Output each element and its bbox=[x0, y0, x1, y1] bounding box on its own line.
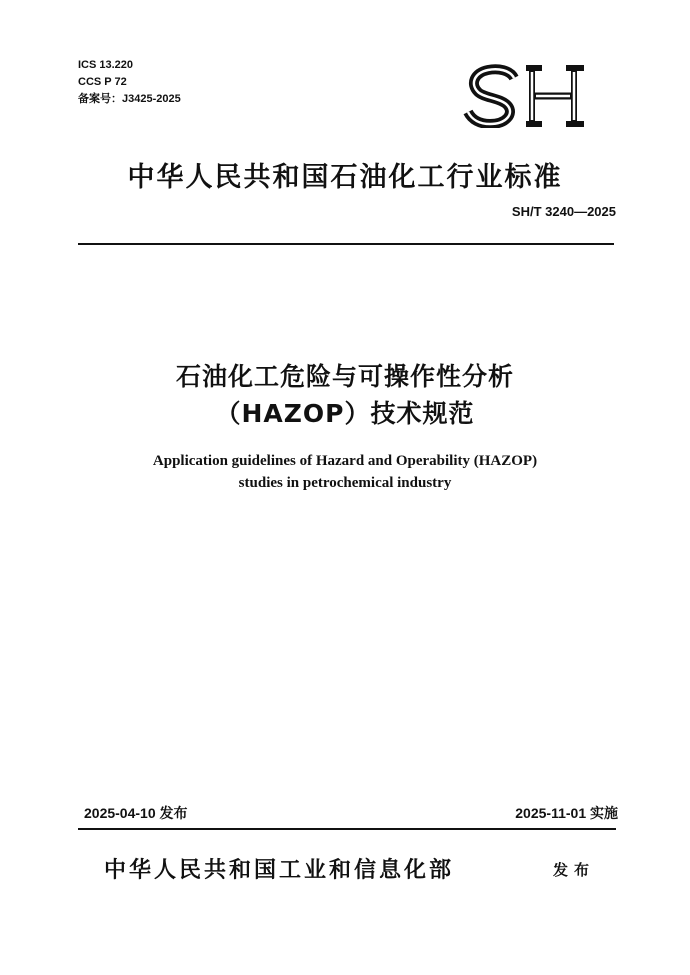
issue-date: 2025-04-10 发布 bbox=[84, 805, 188, 821]
effective-date: 2025-11-01 实施 bbox=[515, 805, 618, 821]
publish-label: 发布 bbox=[553, 861, 596, 879]
standard-number: SH/T 3240—2025 bbox=[511, 204, 616, 219]
issuing-authority: 中华人民共和国工业和信息化部 bbox=[104, 858, 455, 883]
ics-code: ICS 13.220 bbox=[78, 59, 134, 71]
industry-standard-title: 中华人民共和国石油化工行业标准 bbox=[127, 162, 563, 193]
filing-number: 备案号：J3425-2025 bbox=[78, 93, 181, 105]
bottom-divider bbox=[78, 828, 616, 830]
classification-block bbox=[78, 57, 181, 108]
chinese-title-line-1: 石油化工危险与可操作性分析 bbox=[175, 362, 514, 391]
ccs-code: CCS P 72 bbox=[78, 76, 127, 88]
chinese-title-line-2: （HAZOP）技术规范 bbox=[215, 399, 475, 428]
english-title-line-1: Application guidelines of Hazard and Operability (HAZOP) bbox=[152, 453, 538, 469]
top-divider bbox=[78, 243, 614, 245]
sh-logo-icon bbox=[462, 64, 600, 128]
english-title-line-2: studies in petrochemical industry bbox=[238, 475, 452, 491]
